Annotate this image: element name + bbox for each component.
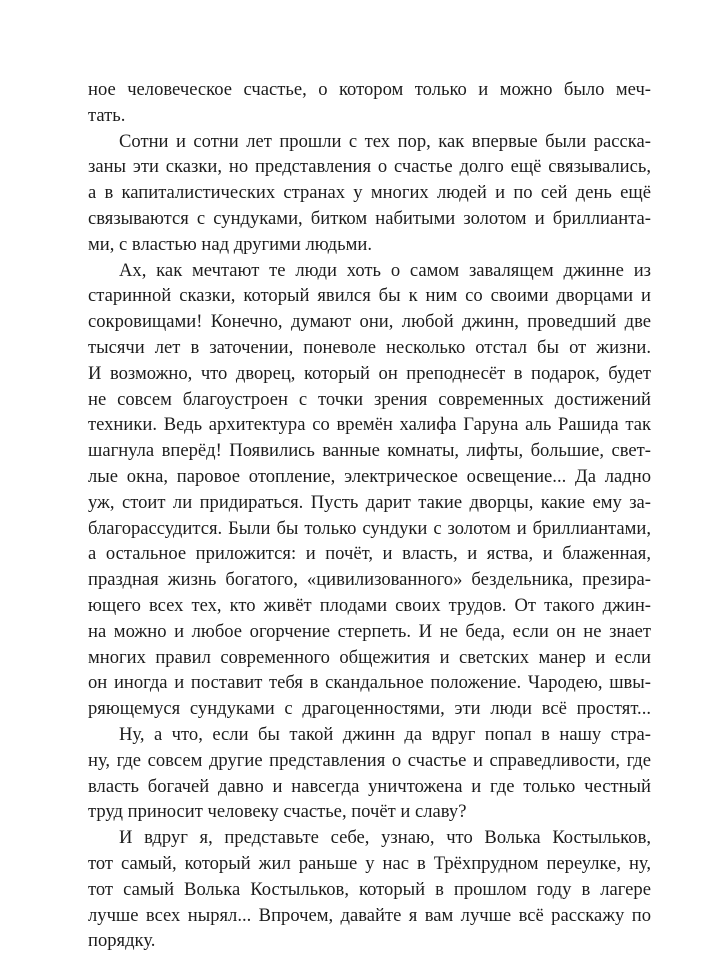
text-line: Ну, а что, если бы такой джинн да вдруг попал в нашу стра- [119,723,651,745]
text-line: лучше всех нырял... Впрочем, давайте я вам лучше всё расскажу по [88,904,651,926]
page-body [88,77,651,954]
text-line: уж, стоит ли придираться. Пусть дарит такие дворцы, какие ему за- [88,491,651,513]
text-line: ное человеческое счастье, о котором только и можно было меч- [88,79,651,100]
text-line: И возможно, что дворец, который он преподнесёт в подарок, будет [88,362,651,384]
text-line: праздная жизнь богатого, «цивилизованного» бездельника, презира- [88,569,651,591]
text-line: связываются с сундуками, битком набитыми золотом и бриллианта- [88,207,651,229]
text-line: тать. [88,104,126,126]
text-line: власть богачей давно и навсегда уничтожена и где только честный [88,775,651,797]
paragraph-5 [88,825,651,954]
text-line: Ах, как мечтают те люди хоть о самом завалящем джинне из [119,259,651,281]
text-line: многих правил современного общежития и светских манер и если [88,646,651,668]
paragraph-3 [88,258,651,722]
text-line: заны эти сказки, но представления о счастье долго ещё связывались, [88,156,651,178]
text-line: шагнула вперёд! Появились ванные комнаты, лифты, большие, свет- [88,440,651,462]
text-line: благорассудится. Были бы только сундуки с золотом и бриллиантами, [88,517,651,539]
text-line: он иногда и поставит тебя в скандальное положение. Чародею, швы- [88,672,651,694]
text-line: труд приносит человеку счастье, почёт и славу? [88,801,467,823]
text-line: а остальное приложится: и почёт, и власть, и яства, и блаженная, [88,543,651,565]
text-line: ми, с властью над другими людьми. [88,233,372,255]
text-line: Сотни и сотни лет прошли с тех пор, как впервые были расска- [119,130,651,152]
text-line: на можно и любое огорчение стерпеть. И не беда, если он не знает [88,620,651,642]
text-line: тот самый, который жил раньше у нас в Трёхпрудном переулке, ну, [88,852,651,874]
text-line: старинной сказки, который явился бы к ним со своими дворцами и [88,285,651,307]
text-line: ряющемуся сундуками с драгоценностями, эти люди всё простят... [88,698,651,720]
paragraph-1 [88,77,651,129]
text-line: ющего всех тех, кто живёт плодами своих трудов. От такого джин- [88,594,651,616]
text-line: порядку. [88,930,156,952]
text-line: тот самый Волька Костыльков, который в прошлом году в лагере [88,878,651,900]
text-line: И вдруг я, представьте себе, узнаю, что Волька Костыльков, [119,827,651,849]
text-line: техники. Ведь архитектура со времён халифа Гаруна аль Рашида так [88,414,651,436]
text-line: ну, где совсем другие представления о счастье и справедливости, где [88,749,651,771]
text-line: не совсем благоустроен с точки зрения современных достижений [88,388,651,410]
paragraph-4 [88,722,651,825]
text-line: тысячи лет в заточении, поневоле несколько отстал бы от жизни. [88,336,651,358]
text-line: а в капиталистических странах у многих людей и по сей день ещё [88,182,651,204]
paragraph-2 [88,129,651,258]
text-line: сокровищами! Конечно, думают они, любой джинн, проведший две [88,311,651,333]
text-line: лые окна, паровое отопление, электрическое освещение... Да ладно [88,465,651,487]
